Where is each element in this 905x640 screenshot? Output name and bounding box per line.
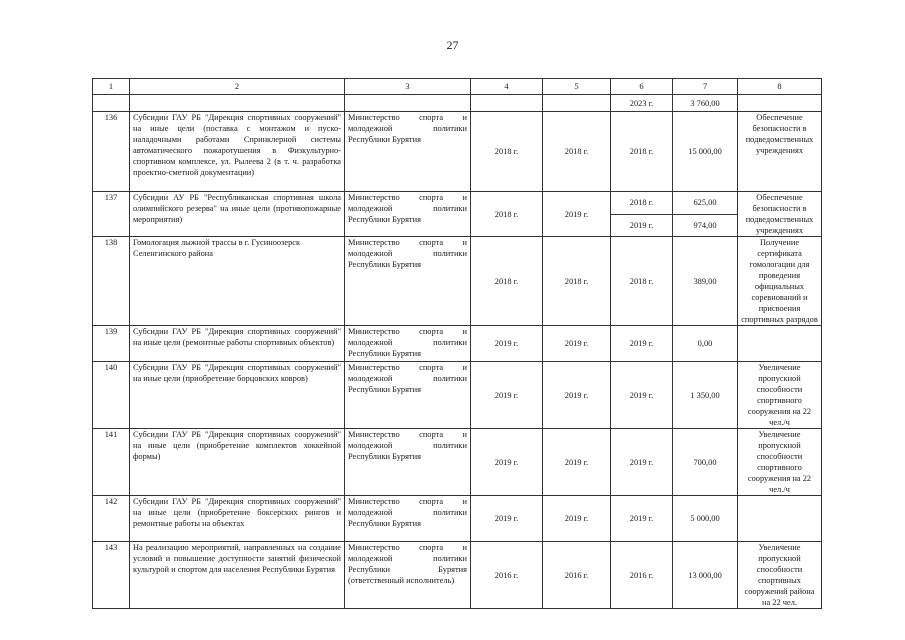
measure-name: Субсидии ГАУ РБ "Дирекция спортивных сооружений" на иные цели (приобретение комплектов хоккейной формы) (130, 429, 345, 496)
header-cell: 7 (673, 79, 738, 95)
measure-name: Гомологация лыжной трассы в г. Гусиноозерск Селенгинского района (130, 237, 345, 326)
year-cell: 2019 г. (471, 429, 543, 496)
executor: Министерство спорта и молодежной политики Республики Бурятия (ответственный исполнитель) (345, 542, 471, 609)
year-cell: 2016 г. (543, 542, 611, 609)
table-row (93, 429, 822, 496)
expected-result: Увеличение пропускной способности спортивных сооружений района на 22 чел. (738, 542, 822, 609)
executor: Министерство спорта и молодежной политики Республики Бурятия (345, 496, 471, 542)
table-row (93, 362, 822, 429)
amount-cell: 1 350,00 (673, 362, 738, 429)
table-cell (93, 95, 130, 112)
row-number: 136 (93, 112, 130, 192)
expected-result (738, 326, 822, 362)
year-cell: 2019 г. (611, 326, 673, 362)
year-cell: 2019 г. (543, 326, 611, 362)
expected-result: Получение сертификата гомологации для проведения официальных соревнований и присвоения спортивных разрядов (738, 237, 822, 326)
row-number: 140 (93, 362, 130, 429)
year-cell: 2019 г. (611, 362, 673, 429)
amount-cell: 15 000,00 (673, 112, 738, 192)
table-row (93, 496, 822, 542)
year-cell: 2019 г. (611, 214, 673, 237)
continuation-row (93, 95, 822, 112)
row-number: 138 (93, 237, 130, 326)
expected-result: Обеспечение безопасности в подведомственных учреждениях (738, 192, 822, 237)
page-number: 27 (446, 38, 459, 52)
amount-cell: 389,00 (673, 237, 738, 326)
year-cell: 2019 г. (611, 429, 673, 496)
row-number: 142 (93, 496, 130, 542)
year-cell: 2019 г. (471, 326, 543, 362)
header-cell: 3 (345, 79, 471, 95)
measure-name: Субсидии ГАУ РБ "Дирекция спортивных сооружений" на иные цели (ремонтные работы спортивных объектов) (130, 326, 345, 362)
header-cell: 8 (738, 79, 822, 95)
year-cell: 2019 г. (543, 192, 611, 237)
expected-result: Обеспечение безопасности в подведомственных учреждениях (738, 112, 822, 192)
expected-result (738, 496, 822, 542)
table-cell (130, 95, 345, 112)
header-row (93, 79, 822, 95)
executor: Министерство спорта и молодежной политики Республики Бурятия (345, 192, 471, 237)
amount-cell: 0,00 (673, 326, 738, 362)
year-cell: 2018 г. (611, 112, 673, 192)
amount-cell: 700,00 (673, 429, 738, 496)
year-cell: 2018 г. (543, 112, 611, 192)
row-number: 143 (93, 542, 130, 609)
table-cell (471, 95, 543, 112)
year-cell: 2018 г. (543, 237, 611, 326)
header-cell: 1 (93, 79, 130, 95)
measure-name: На реализацию мероприятий, направленных на создание условий и повышение доступности занятий физической культурой и спортом для населения Республики Бурятия (130, 542, 345, 609)
amount-cell: 625,00 (673, 192, 738, 215)
header-cell: 2 (130, 79, 345, 95)
table-row (93, 112, 822, 192)
table-row (93, 326, 822, 362)
measure-name: Субсидии ГАУ РБ "Дирекция спортивных сооружений" на иные цели (приобретение боксерских рингов и ремонтные работы на объектах (130, 496, 345, 542)
year-cell: 2019 г. (543, 496, 611, 542)
header-cell: 6 (611, 79, 673, 95)
table-row (93, 192, 822, 215)
header-cell: 5 (543, 79, 611, 95)
table-row (93, 542, 822, 609)
executor: Министерство спорта и молодежной политики Республики Бурятия (345, 429, 471, 496)
amount-cell: 974,00 (673, 214, 738, 237)
expected-result: Увеличение пропускной способности спортивного сооружения на 22 чел./ч (738, 362, 822, 429)
row-number: 139 (93, 326, 130, 362)
year-cell: 2019 г. (471, 496, 543, 542)
executor: Министерство спорта и молодежной политики Республики Бурятия (345, 326, 471, 362)
measure-name: Субсидии ГАУ РБ "Дирекция спортивных сооружений" на иные цели (поставка с монтажом и пуско-наладочными работами Спринклерной системы автоматического пожаротушения в Физкультурно-спортивном комплексе, ул. Рылеева 2 (в т. ч. разработка проектно-сметной документации) (130, 112, 345, 192)
amount-cell: 5 000,00 (673, 496, 738, 542)
table-cell (345, 95, 471, 112)
expected-result: Увеличение пропускной способности спортивного сооружения на 22 чел./ч (738, 429, 822, 496)
executor: Министерство спорта и молодежной политики Республики Бурятия (345, 112, 471, 192)
measure-name: Субсидии ГАУ РБ "Дирекция спортивных сооружений" на иные цели (приобретение борцовских ковров) (130, 362, 345, 429)
measure-name: Субсидии АУ РБ "Республиканская спортивная школа олимпийского резерва" на иные цели (противопожарные мероприятия) (130, 192, 345, 237)
table-row (93, 237, 822, 326)
executor: Министерство спорта и молодежной политики Республики Бурятия (345, 237, 471, 326)
table-cell (543, 95, 611, 112)
year-cell: 2018 г. (611, 237, 673, 326)
row-number: 137 (93, 192, 130, 237)
amount-cell: 13 000,00 (673, 542, 738, 609)
table-cell (738, 95, 822, 112)
row-number: 141 (93, 429, 130, 496)
year-cell: 2016 г. (471, 542, 543, 609)
year-cell: 2018 г. (611, 192, 673, 215)
executor: Министерство спорта и молодежной политики Республики Бурятия (345, 362, 471, 429)
amount-cell: 3 760,00 (673, 95, 738, 112)
year-cell: 2023 г. (611, 95, 673, 112)
year-cell: 2016 г. (611, 542, 673, 609)
measures-table (92, 78, 822, 609)
year-cell: 2019 г. (611, 496, 673, 542)
year-cell: 2018 г. (471, 192, 543, 237)
year-cell: 2019 г. (471, 362, 543, 429)
header-cell: 4 (471, 79, 543, 95)
year-cell: 2018 г. (471, 237, 543, 326)
year-cell: 2018 г. (471, 112, 543, 192)
year-cell: 2019 г. (543, 429, 611, 496)
year-cell: 2019 г. (543, 362, 611, 429)
